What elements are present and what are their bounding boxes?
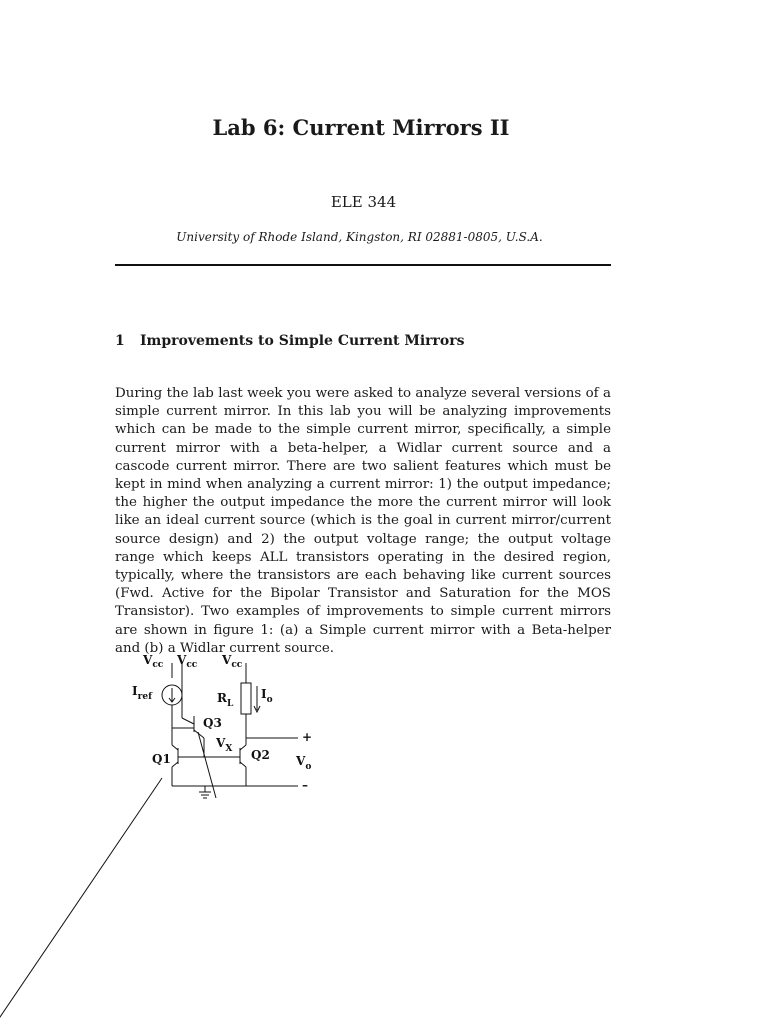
rl-label: $R_L$ [217, 691, 234, 709]
stray-line-long [0, 778, 162, 1020]
circuit-figure [0, 640, 768, 1024]
q1-collector-link [172, 745, 178, 750]
rl-resistor [241, 683, 251, 714]
stray-line-short [198, 732, 216, 798]
minus-label: – [302, 778, 308, 792]
section-number: 1 [115, 333, 125, 349]
paper-title: Lab 6: Current Mirrors II [212, 115, 510, 140]
course-code: ELE 344 [330, 193, 397, 211]
q3-label: Q3 [203, 716, 222, 730]
title-rule [115, 264, 611, 266]
iref-label: $I_{ref}$ [132, 684, 152, 702]
q3-collector [182, 718, 194, 724]
section-heading [115, 333, 615, 349]
q2-label: Q2 [251, 748, 270, 762]
vcc-label-1: $V_{cc}$ [143, 653, 164, 670]
vcc-label-3: $V_{cc}$ [222, 653, 243, 670]
vcc-label-2: $V_{cc}$ [177, 653, 198, 670]
vo-label: $V_o$ [296, 754, 312, 772]
body-paragraph: During the lab last week you were asked to analyze several versions of a simple current mirror. In this lab you will be analyzing improvements which can be made to the simple current mirror, specifically, a simple current mirror with a beta-helper, a Widlar current source and a cascode current mirror. There are two salient features which must be kept in mind when analyzing a current mirror: 1) the output impedance; the higher the output impedance the more the current mirror will look like an ideal current source (which is the goal in current mirror/current source design) and 2) the output voltage range; the output voltage range which keeps ALL transistors operating in the desired region, typically, where the transistors are each behaving like current sources (Fwd. Active for the Bipolar Transistor and Saturation for the MOS Transistor). Two examples of improvements to simple current mirrors are shown in figure 1: (a) a Simple current mirror with a Beta-helper and (b) a Widlar current source. [115, 386, 611, 656]
q2-emitter-link [240, 762, 246, 767]
affiliation: University of Rhode Island, Kingston, RI 02881-0805, U.S.A. [176, 230, 543, 244]
circuit-diagram [0, 640, 768, 1024]
section-title: Improvements to Simple Current Mirrors [140, 333, 465, 349]
q1-emitter-link [172, 762, 178, 767]
q1-label: Q1 [152, 752, 171, 766]
io-label: $I_o$ [261, 687, 273, 705]
q2-collector-link [240, 745, 246, 750]
vx-label: $V_X$ [216, 736, 233, 754]
plus-label: + [302, 730, 313, 744]
